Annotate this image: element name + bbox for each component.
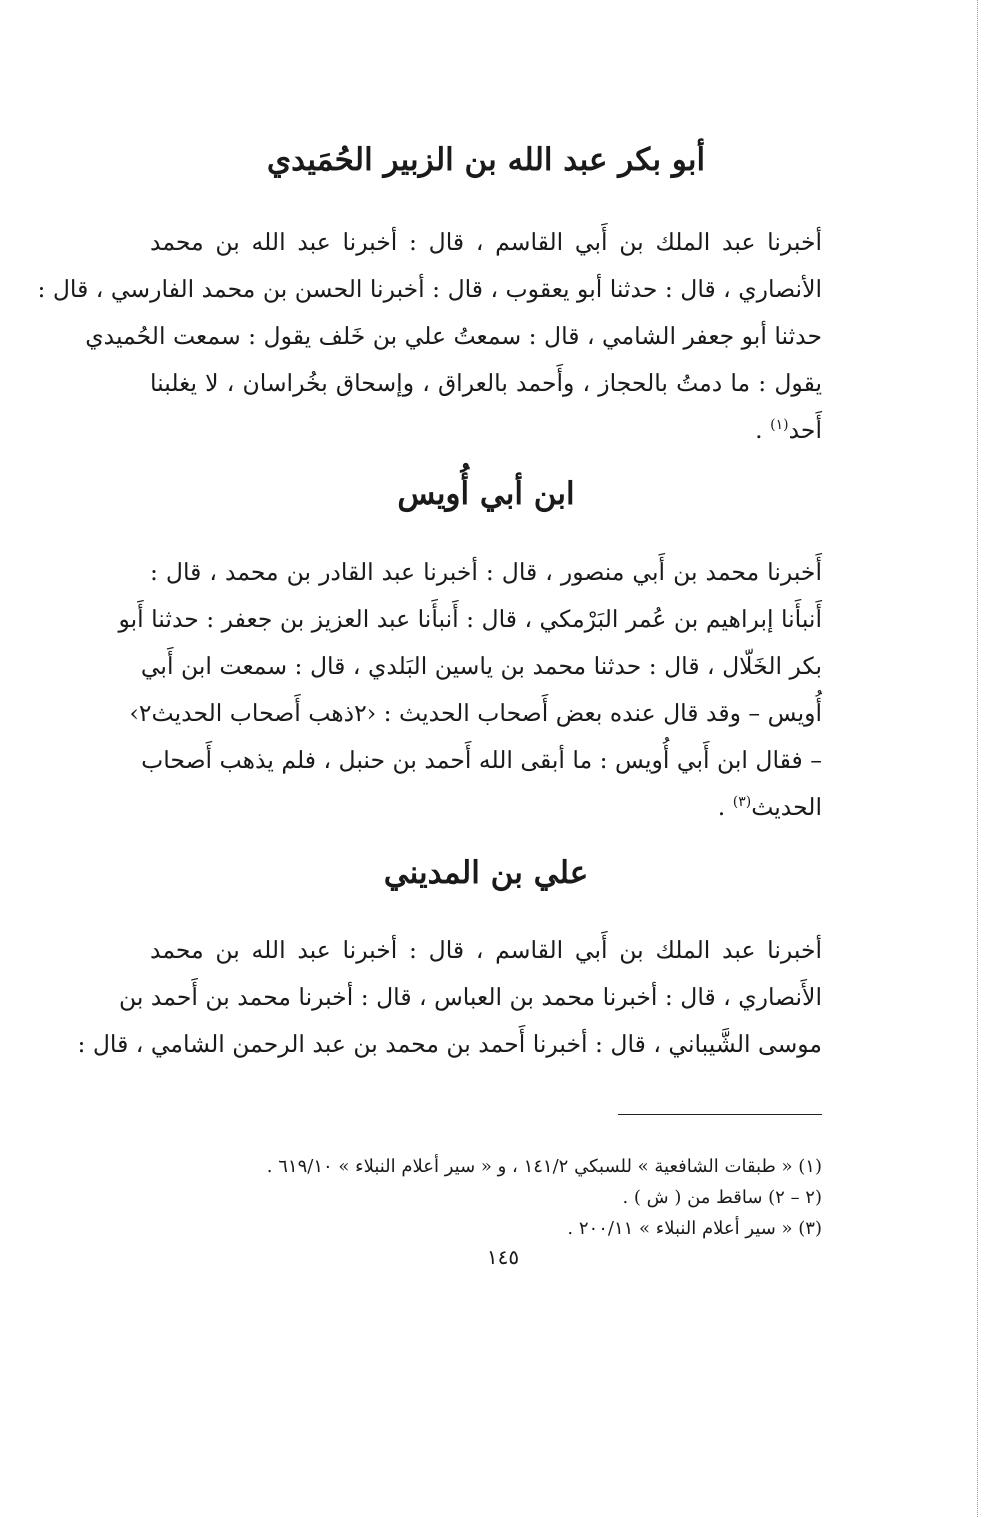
section-body-humaydi: [37, 219, 822, 454]
text-line-end: الحديث: [751, 793, 822, 822]
footnotes: [150, 1151, 822, 1244]
footnote-marker: (١): [770, 417, 789, 434]
text-line: [150, 784, 822, 831]
text-line-end: أَحد: [788, 416, 822, 445]
section-body-ibn-abi-uways: [118, 549, 822, 831]
section-title-ibn-abi-uways: ابن أبي أُويس: [397, 476, 575, 513]
section-title-ali-ibn-al-madini: علي بن المديني: [383, 855, 589, 892]
footnote: (١) « طبقات الشافعية » للسبكي ١٤١/٢ ، و « سير أعلام النبلاء » ٦١٩/١٠ .: [266, 1155, 822, 1177]
section-title-humaydi: أبو بكر عبد الله بن الزبير الحُمَيدي: [266, 142, 706, 178]
page-number: ١٤٥: [486, 1245, 520, 1269]
text-line: حدثنا أبو جعفر الشامي ، قال : سمعتُ علي بن خَلف يقول : سمعت الحُميدي: [85, 322, 822, 351]
scan-edge: [977, 0, 978, 1517]
footnote-marker: (٣): [732, 794, 752, 811]
text-line: أَخبرنا محمد بن أَبي منصور ، قال : أخبرنا عبد القادر بن محمد ، قال :: [150, 558, 822, 587]
book-page: [37, 128, 822, 1244]
text-line: أُويس – وقد قال عنده بعض أَصحاب الحديث : ‹٢ذهب أَصحاب الحديث٢›: [129, 699, 822, 728]
text-line: موسى الشَّيباني ، قال : أخبرنا أَحمد بن محمد بن عبد الرحمن الشامي ، قال :: [77, 1029, 822, 1058]
text-line: الأنصاري ، قال : حدثنا أبو يعقوب ، قال : أخبرنا الحسن بن محمد الفارسي ، قال :: [37, 275, 822, 304]
line-tail: .: [717, 793, 733, 822]
line-tail: .: [755, 416, 771, 445]
text-line: أخبرنا عبد الملك بن أَبي القاسم ، قال : أخبرنا عبد الله بن محمد: [150, 228, 822, 257]
text-line: [150, 407, 822, 454]
text-line: – فقال ابن أَبي أُويس : ما أبقى الله أَحمد بن حنبل ، فلم يذهب أَصحاب: [141, 746, 822, 775]
text-line: أَنبأَنا إبراهيم بن عُمر البَرْمكي ، قال : أَنبأَنا عبد العزيز بن جعفر : حدثنا أَبو: [118, 605, 822, 634]
text-line: يقول : ما دمتُ بالحجاز ، وأَحمد بالعراق ، وإسحاق بخُراسان ، لا يغلبنا: [150, 369, 822, 398]
text-line: الأَنصاري ، قال : أخبرنا محمد بن العباس ، قال : أخبرنا محمد بن أَحمد بن: [119, 982, 822, 1011]
text-line: أخبرنا عبد الملك بن أَبي القاسم ، قال : أخبرنا عبد الله بن محمد: [150, 935, 822, 964]
footnote: (٣) « سير أعلام النبلاء » ٢٠٠/١١ .: [567, 1217, 822, 1239]
section-body-ali-ibn-al-madini: [77, 927, 822, 1068]
footnote: (٢ – ٢) ساقط من ( ش ) .: [622, 1186, 822, 1208]
text-line: بكر الخَلّال ، قال : حدثنا محمد بن ياسين البَلدي ، قال : سمعت ابن أَبي: [140, 652, 822, 681]
footnote-divider: [618, 1114, 822, 1115]
